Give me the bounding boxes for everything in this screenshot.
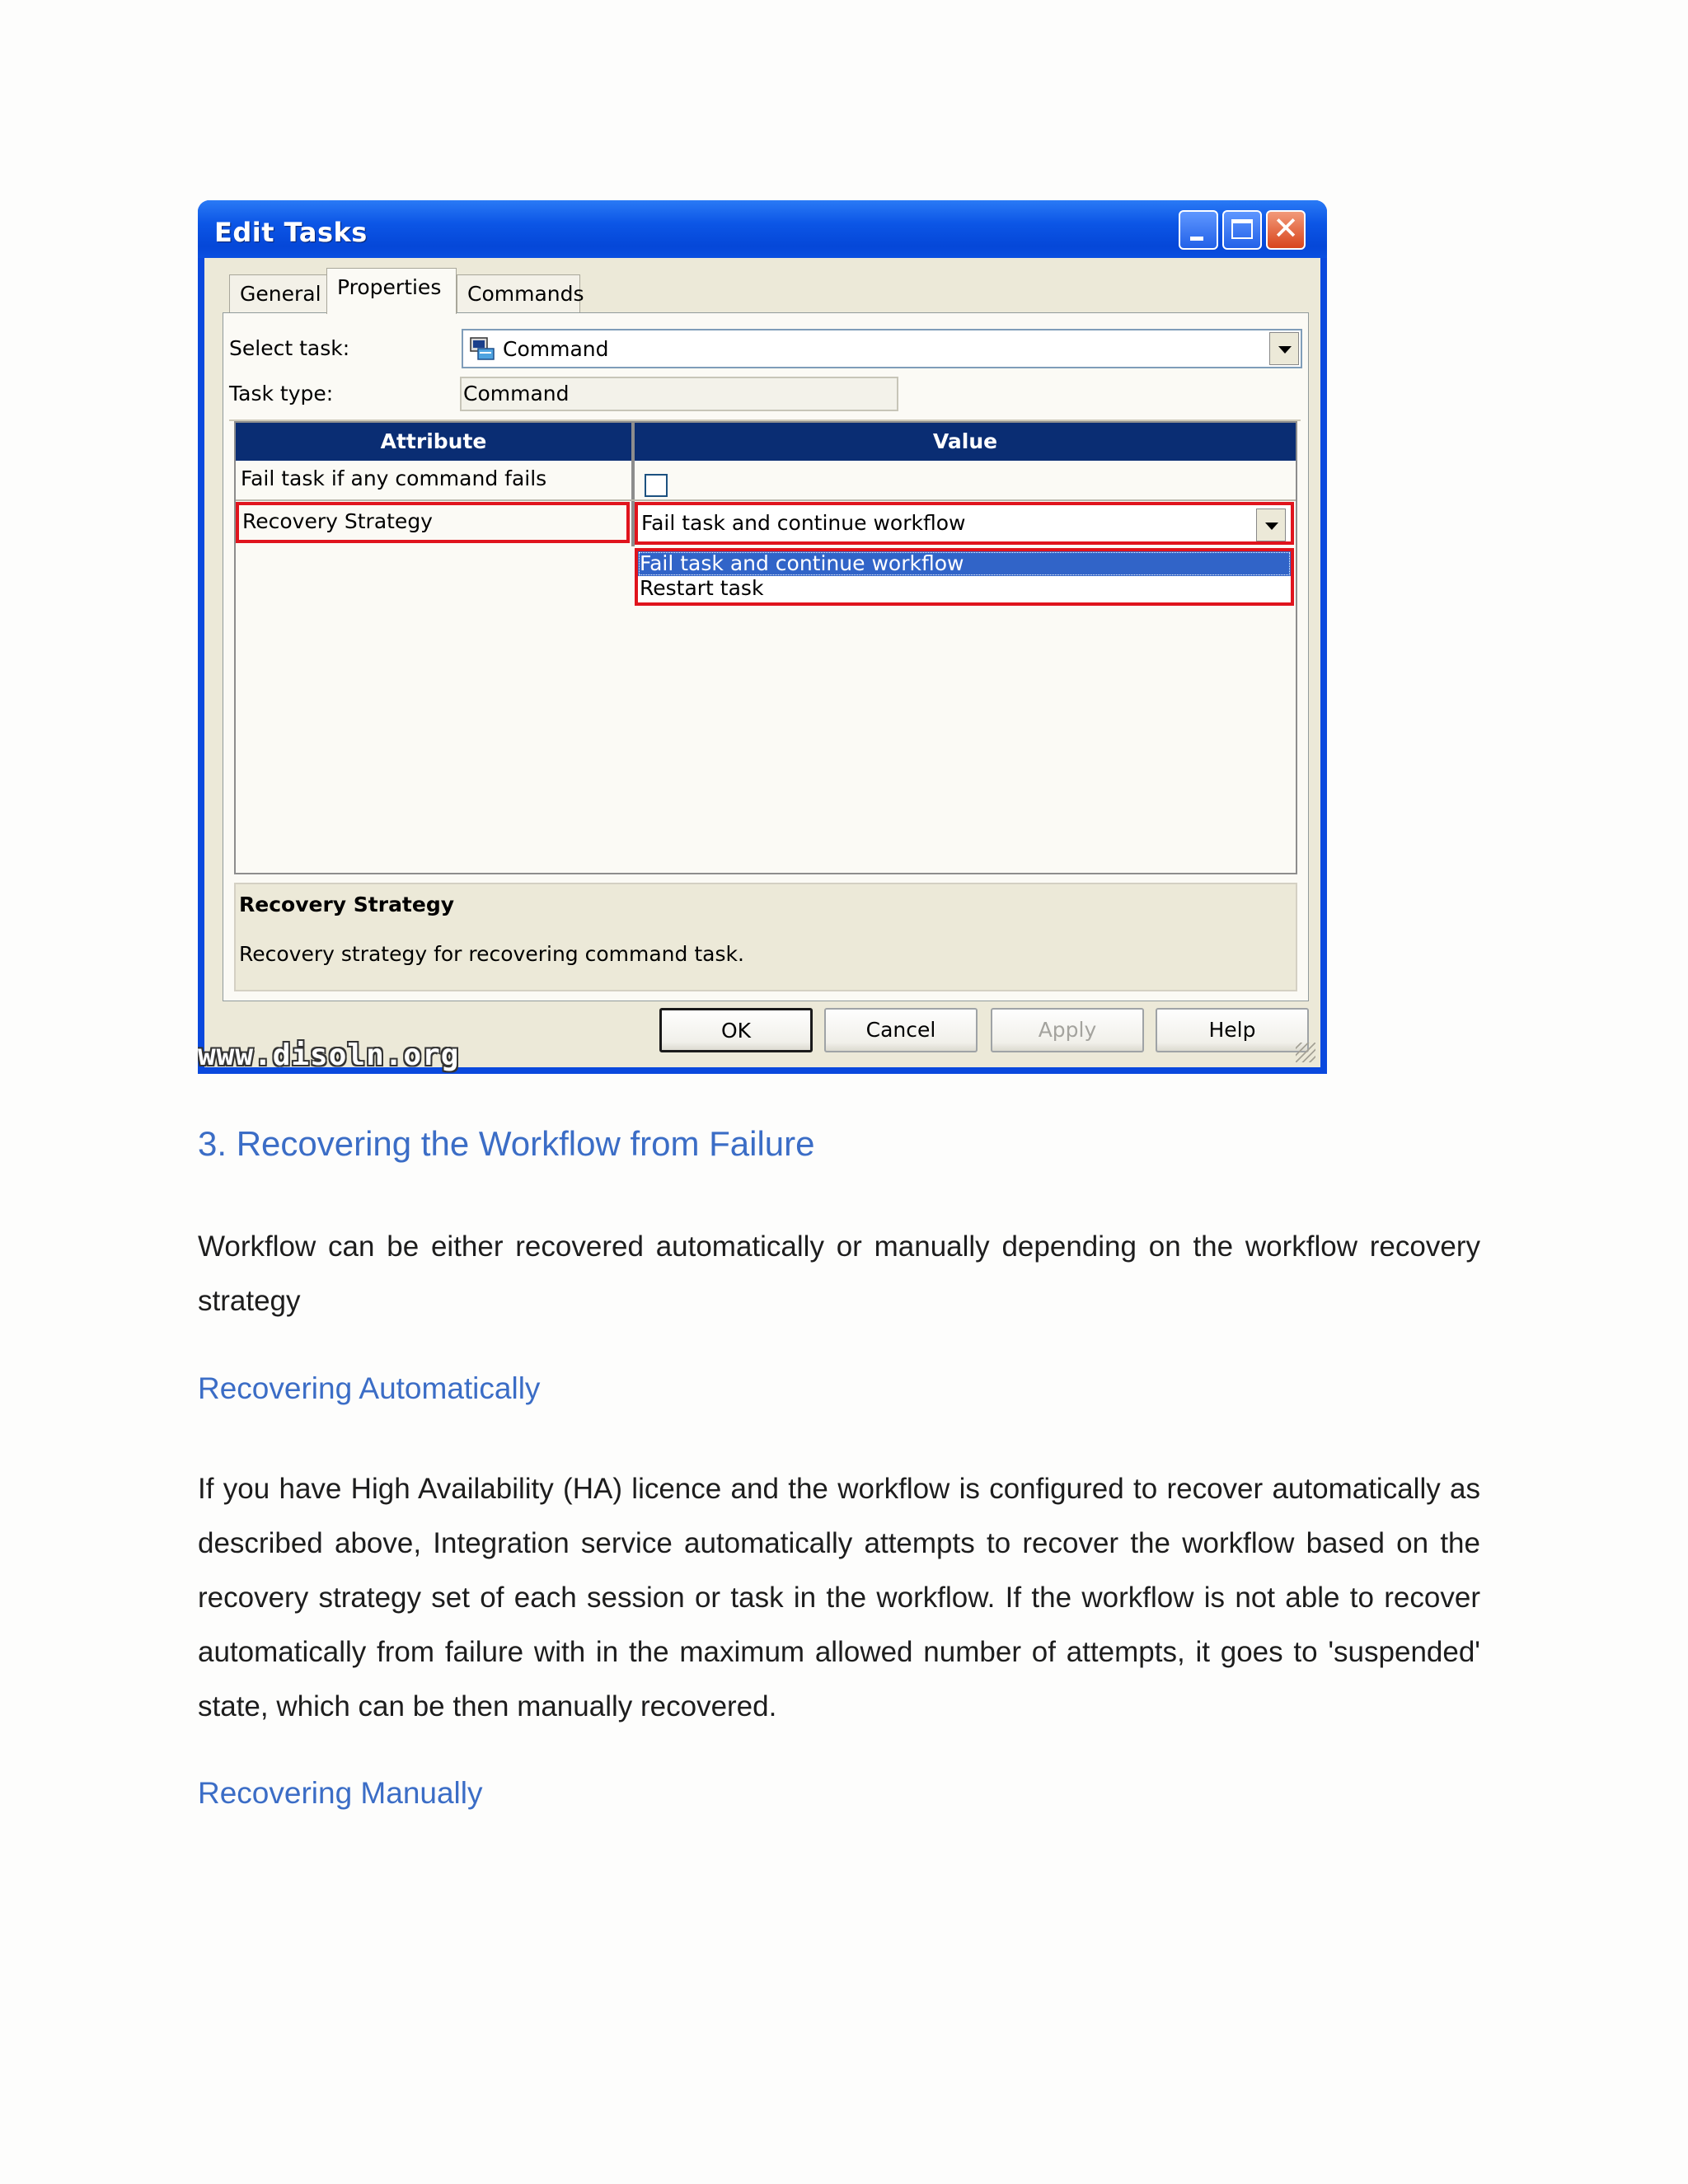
description-title: Recovery Strategy xyxy=(239,893,455,916)
recovery-strategy-select[interactable] xyxy=(635,502,1294,545)
table-row-attribute: Fail task if any command fails xyxy=(241,466,547,490)
recovery-strategy-options xyxy=(635,548,1294,606)
attribute-grid xyxy=(234,421,1297,874)
option-fail-task[interactable]: Fail task and continue workflow xyxy=(638,551,1291,576)
row-divider xyxy=(236,499,1296,501)
cancel-button[interactable]: Cancel xyxy=(824,1008,978,1052)
command-icon xyxy=(470,337,495,360)
select-task-value: Command xyxy=(503,337,609,361)
subheading-manual: Recovering Manually xyxy=(198,1776,483,1810)
tab-general[interactable]: General xyxy=(229,274,328,312)
subheading-automatic: Recovering Automatically xyxy=(198,1371,541,1405)
maximize-icon[interactable] xyxy=(1222,210,1262,250)
recovery-strategy-value: Fail task and continue workflow xyxy=(641,511,966,535)
close-icon[interactable] xyxy=(1266,210,1306,250)
description-box xyxy=(234,883,1297,991)
chevron-down-icon[interactable] xyxy=(1256,509,1286,541)
select-task-dropdown[interactable] xyxy=(462,329,1302,368)
minimize-icon[interactable] xyxy=(1179,210,1218,250)
resize-grip-icon[interactable] xyxy=(1296,1043,1315,1062)
dialog-title: Edit Tasks xyxy=(214,217,368,248)
intro-paragraph: Workflow can be either recovered automatically or manually depending on the workflow recovery strategy xyxy=(198,1230,1480,1317)
automatic-paragraph: If you have High Availability (HA) licence and the workflow is configured to recover automatically as described above, Integration service automatically attempts to recover the workflow based on the recovery strategy set of each session or task in the workflow. If the workflow is not able to recover automatically from failure with in the maximum allowed number of attempts, it goes to 'suspended' state, which can be then manually recovered. xyxy=(198,1473,1480,1722)
select-task-label: Select task: xyxy=(229,336,350,360)
option-restart-task[interactable]: Restart task xyxy=(640,576,764,600)
chevron-down-icon[interactable] xyxy=(1269,332,1299,365)
fail-task-checkbox[interactable] xyxy=(645,474,668,497)
ok-button[interactable]: OK xyxy=(659,1008,813,1052)
dialog-client-area xyxy=(204,258,1320,1067)
column-header-attribute: Attribute xyxy=(236,423,631,461)
help-button[interactable]: Help xyxy=(1156,1008,1309,1052)
section-heading: 3. Recovering the Workflow from Failure xyxy=(198,1124,815,1163)
title-bar[interactable] xyxy=(198,200,1327,258)
close-glyph: ✕ xyxy=(1273,210,1299,246)
edit-tasks-dialog xyxy=(198,200,1327,1074)
column-header-value: Value xyxy=(635,423,1296,461)
watermark: www.disoln.org xyxy=(198,1038,460,1072)
description-text: Recovery strategy for recovering command task. xyxy=(239,942,744,966)
apply-button[interactable]: Apply xyxy=(991,1008,1144,1052)
tab-properties[interactable]: Properties xyxy=(326,268,457,314)
task-type-field: Command xyxy=(460,377,898,411)
tab-commands[interactable]: Commands xyxy=(457,274,580,312)
task-type-label: Task type: xyxy=(229,382,334,405)
recovery-strategy-attribute: Recovery Strategy xyxy=(236,502,630,543)
